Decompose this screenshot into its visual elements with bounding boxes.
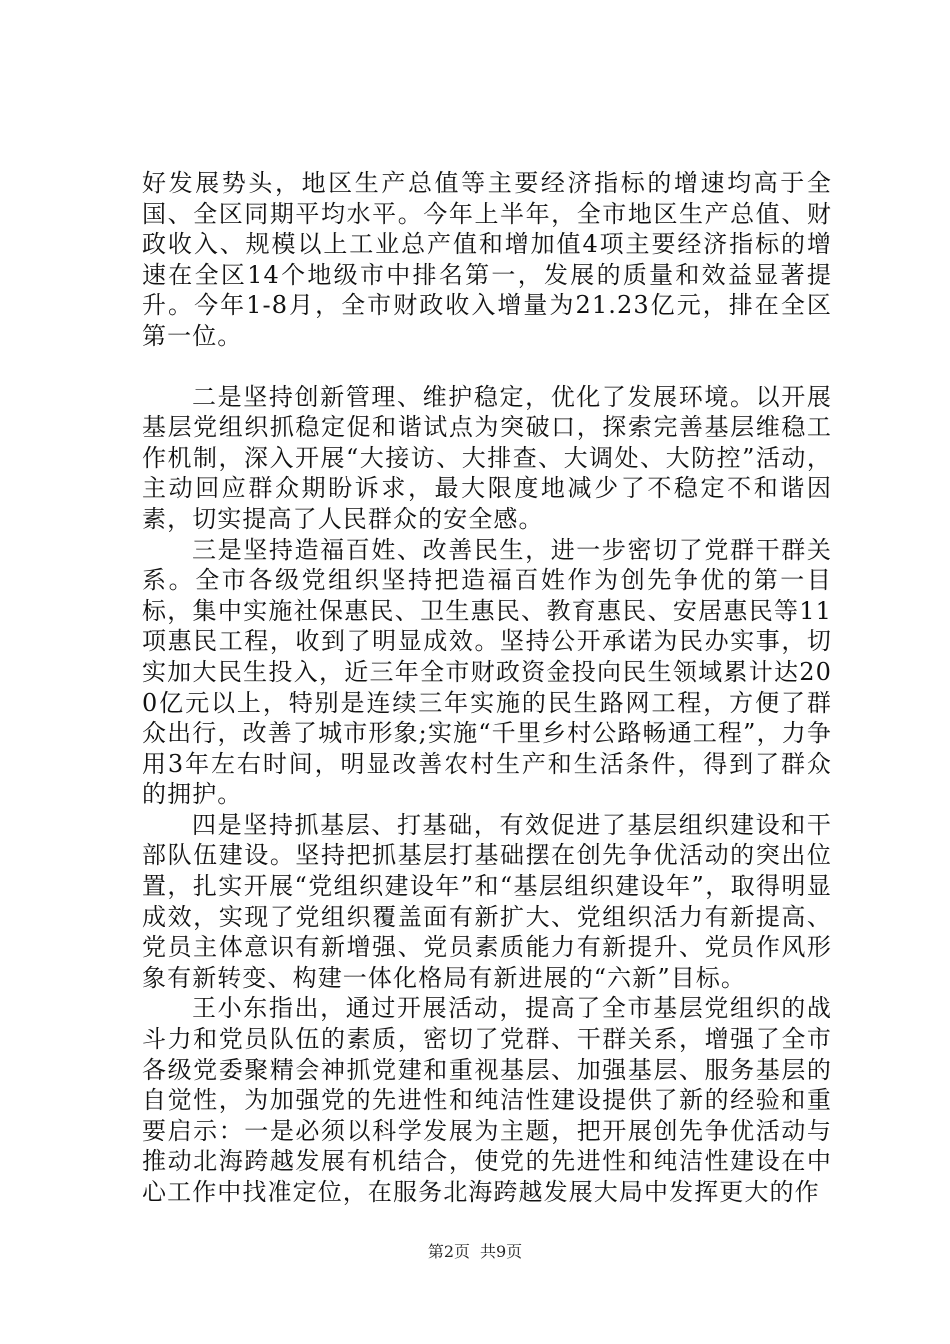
- paragraph-point-three: 三是坚持造福百姓、改善民生，进一步密切了党群干群关系。全市各级党组织坚持把造福百姓作为创先争优的第一目标，集中实施社保惠民、卫生惠民、教育惠民、安居惠民等11项惠民工程，收到了明显成效。坚持公开承诺为民办实事，切实加大民生投入，近三年全市财政资金投向民生领域累计达200亿元以上，特别是连续三年实施的民生路网工程，方便了群众出行，改善了城市形象;实施“千里乡村公路畅通工程”，力争用3年左右时间，明显改善农村生产和生活条件，得到了群众的拥护。: [142, 535, 832, 809]
- paragraph-point-two: 二是坚持创新管理、维护稳定，优化了发展环境。以开展基层党组织抓稳定促和谐试点为突破口，探索完善基层维稳工作机制，深入开展“大接访、大排查、大调处、大防控”活动，主动回应群众期盼诉求，最大限度地减少了不稳定不和谐因素，切实提高了人民群众的安全感。: [142, 382, 832, 533]
- paragraph-continuation: 好发展势头，地区生产总值等主要经济指标的增速均高于全国、全区同期平均水平。今年上半年，全市地区生产总值、财政收入、规模以上工业总产值和增加值4项主要经济指标的增速在全区14个地级市中排名第一，发展的质量和效益显著提升。今年1-8月，全市财政收入增量为21.23亿元，排在全区第一位。: [142, 169, 832, 350]
- page-number: 第2页: [427, 1242, 470, 1261]
- page-footer: [0, 1242, 950, 1262]
- page-total: 共9页: [480, 1242, 523, 1261]
- document-body: [142, 168, 832, 1208]
- paragraph-point-four: 四是坚持抓基层、打基础，有效促进了基层组织建设和干部队伍建设。坚持把抓基层打基础摆在创先争优活动的突出位置，扎实开展“党组织建设年”和“基层组织建设年”，取得明显成效，实现了党组织覆盖面有新扩大、党组织活力有新提高、党员主体意识有新增强、党员素质能力有新提升、党员作风形象有新转变、构建一体化格局有新进展的“六新”目标。: [142, 810, 832, 992]
- paragraph-summary: 王小东指出，通过开展活动，提高了全市基层党组织的战斗力和党员队伍的素质，密切了党群、干群关系，增强了全市各级党委聚精会神抓党建和重视基层、加强基层、服务基层的自觉性，为加强党的先进性和纯洁性建设提供了新的经验和重要启示：一是必须以科学发展为主题，把开展创先争优活动与推动北海跨越发展有机结合，使党的先进性和纯洁性建设在中心工作中找准定位，在服务北海跨越发展大局中发挥更大的作: [142, 994, 832, 1206]
